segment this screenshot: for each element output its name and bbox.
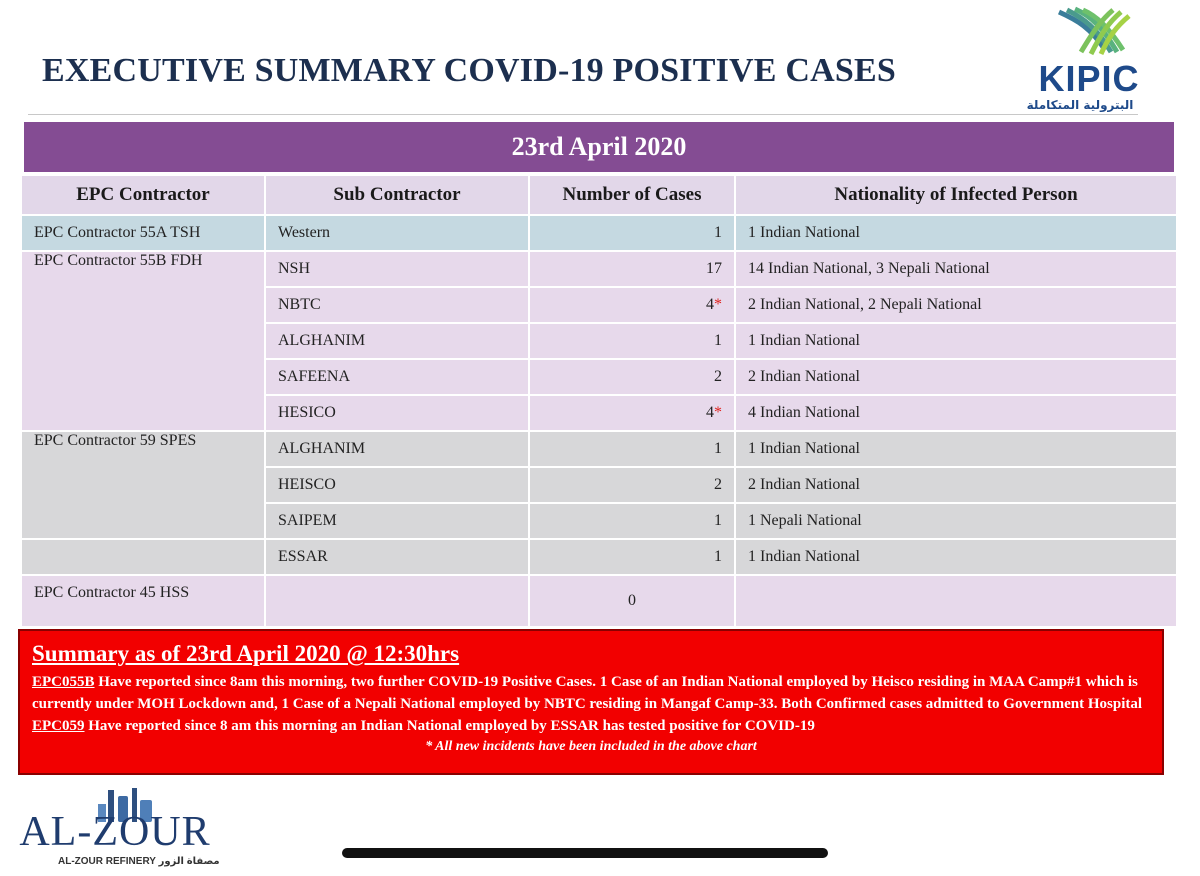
sub-contractor-cell: SAIPEM [265, 503, 529, 539]
nationality-cell [735, 575, 1177, 627]
cases-cell [529, 359, 735, 395]
sub-contractor-cell [265, 575, 529, 627]
sub-contractor-cell: Western [265, 215, 529, 251]
summary-tag-epc055b: EPC055B [32, 674, 95, 690]
cases-cell [529, 287, 735, 323]
column-header-contractor: EPC Contractor [21, 175, 265, 215]
summary-box [18, 629, 1164, 775]
cases-cell [529, 395, 735, 431]
summary-paragraph-epc059 [32, 715, 1150, 737]
cases-cell [529, 251, 735, 287]
summary-paragraph-epc055b [32, 671, 1150, 715]
contractor-cell: EPC Contractor 55A TSH [21, 215, 265, 251]
cases-value: 1 [714, 224, 722, 241]
contractor-cell [21, 539, 265, 575]
cases-cell [529, 575, 735, 627]
table-row [21, 575, 1177, 627]
contractor-cell: EPC Contractor 55B FDH [21, 251, 265, 431]
sub-contractor-cell: HEISCO [265, 467, 529, 503]
nationality-cell: 1 Indian National [735, 539, 1177, 575]
table-row [21, 431, 1177, 467]
cases-cell [529, 539, 735, 575]
cases-value: 17 [706, 260, 722, 277]
nationality-cell: 2 Indian National [735, 467, 1177, 503]
summary-text-epc059: Have reported since 8 am this morning an Indian National employed by ESSAR has tested positive for COVID-19 [84, 718, 815, 734]
cases-cell [529, 467, 735, 503]
sub-contractor-cell: NBTC [265, 287, 529, 323]
summary-footnote: * All new incidents have been included in the above chart [425, 739, 757, 754]
nationality-cell: 1 Indian National [735, 215, 1177, 251]
sub-contractor-cell: NSH [265, 251, 529, 287]
column-header-nationality: Nationality of Infected Person [735, 175, 1177, 215]
summary-heading: Summary as of 23rd April 2020 @ 12:30hrs [32, 641, 460, 666]
al-zour-subtitle-en: AL-ZOUR REFINERY [58, 856, 156, 867]
nationality-cell: 4 Indian National [735, 395, 1177, 431]
summary-tag-epc059: EPC059 [32, 718, 85, 734]
home-indicator[interactable] [342, 848, 828, 858]
nationality-cell: 2 Indian National, 2 Nepali National [735, 287, 1177, 323]
sub-contractor-cell: ALGHANIM [265, 431, 529, 467]
al-zour-subtitle-ar: مصفاة الزور [158, 856, 220, 867]
cases-table [20, 174, 1178, 628]
nationality-cell: 1 Indian National [735, 431, 1177, 467]
report-date-banner: 23rd April 2020 [24, 122, 1174, 172]
column-header-cases: Number of Cases [529, 175, 735, 215]
cases-cell [529, 431, 735, 467]
cases-cell [529, 503, 735, 539]
kipic-logo [1005, 6, 1165, 114]
table-row [21, 539, 1177, 575]
table-header-row [21, 175, 1177, 215]
cases-value: 1 [714, 332, 722, 349]
cases-value: 4 [706, 404, 714, 421]
cases-cell [529, 323, 735, 359]
kipic-emblem-icon [1005, 6, 1165, 60]
cases-value: 1 [714, 512, 722, 529]
nationality-cell: 1 Indian National [735, 323, 1177, 359]
cases-value: 2 [714, 368, 722, 385]
cases-value: 2 [714, 476, 722, 493]
new-case-marker: * [714, 296, 722, 313]
al-zour-logo [0, 786, 232, 874]
cases-cell [529, 215, 735, 251]
contractor-cell: EPC Contractor 59 SPES [21, 431, 265, 539]
cases-value: 1 [714, 440, 722, 457]
column-header-sub-contractor: Sub Contractor [265, 175, 529, 215]
al-zour-logo-subtitle [58, 856, 228, 867]
nationality-cell: 2 Indian National [735, 359, 1177, 395]
sub-contractor-cell: ESSAR [265, 539, 529, 575]
sub-contractor-cell: HESICO [265, 395, 529, 431]
new-case-marker: * [714, 404, 722, 421]
nationality-cell: 1 Nepali National [735, 503, 1177, 539]
summary-text-epc055b: Have reported since 8am this morning, two further COVID-19 Positive Cases. 1 Case of an Indian National employed by Heisco residing in MAA Camp#1 which is currently under MOH Lockdown and, 1 Case of a Nepali National employed by NBTC residing in Mangaf Camp-33. Both Confirmed cases admitted to Government Hospital [32, 674, 1143, 712]
nationality-cell: 14 Indian National, 3 Nepali National [735, 251, 1177, 287]
sub-contractor-cell: ALGHANIM [265, 323, 529, 359]
kipic-logo-arabic: البترولية المتكاملة [1026, 98, 1134, 112]
cases-value: 4 [706, 296, 714, 313]
page-title: EXECUTIVE SUMMARY COVID-19 POSITIVE CASES [42, 52, 896, 89]
table-row [21, 215, 1177, 251]
cases-value: 1 [714, 548, 722, 565]
cases-value: 0 [628, 592, 636, 609]
contractor-cell: EPC Contractor 45 HSS [21, 575, 265, 627]
kipic-logo-text: KIPIC [1038, 58, 1140, 99]
table-row [21, 251, 1177, 287]
sub-contractor-cell: SAFEENA [265, 359, 529, 395]
title-divider [28, 114, 1138, 115]
al-zour-logo-text: AL-ZOUR [19, 809, 211, 855]
